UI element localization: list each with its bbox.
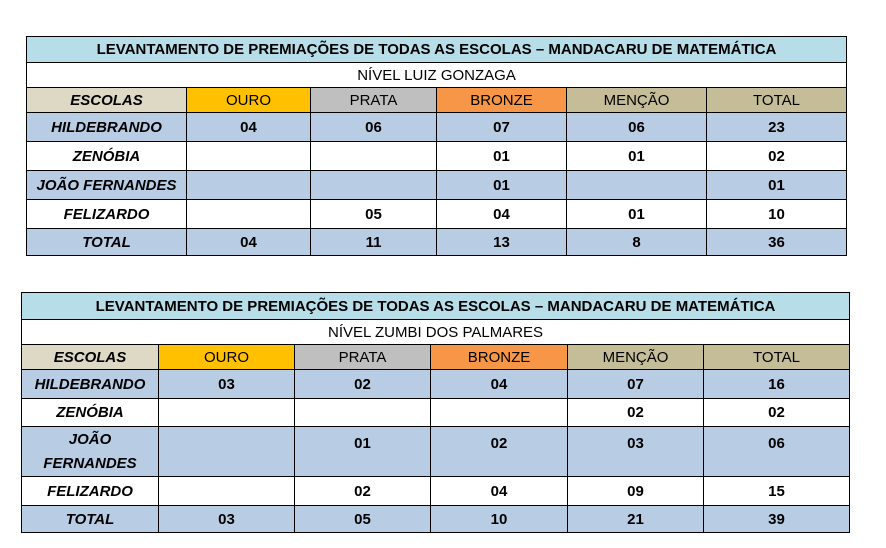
- cell-ouro: [187, 142, 311, 171]
- table-row: [22, 477, 850, 506]
- table-row: [27, 171, 847, 200]
- header-prata: PRATA: [295, 345, 431, 370]
- level-name: NÍVEL ZUMBI DOS PALMARES: [22, 320, 850, 345]
- cell-ouro: 04: [187, 229, 311, 256]
- total-label: TOTAL: [27, 229, 187, 256]
- cell-prata: [295, 399, 431, 427]
- table-title: LEVANTAMENTO DE PREMIAÇÕES DE TODAS AS ESCOLAS – MANDACARU DE MATEMÁTICA: [22, 293, 850, 320]
- cell-mencao: 8: [567, 229, 707, 256]
- school-name: HILDEBRANDO: [22, 370, 159, 399]
- cell-mencao: 03: [568, 427, 704, 477]
- header-bronze: BRONZE: [437, 88, 567, 113]
- cell-ouro: [159, 399, 295, 427]
- cell-bronze: 04: [431, 370, 568, 399]
- school-name: FELIZARDO: [27, 200, 187, 229]
- cell-ouro: 03: [159, 370, 295, 399]
- school-name: ZENÓBIA: [22, 399, 159, 427]
- cell-prata: 11: [311, 229, 437, 256]
- table-row: [27, 113, 847, 142]
- cell-ouro: 03: [159, 506, 295, 533]
- cell-mencao: 02: [568, 399, 704, 427]
- level-name: NÍVEL LUIZ GONZAGA: [27, 63, 847, 88]
- cell-mencao: 01: [567, 142, 707, 171]
- cell-bronze: 13: [437, 229, 567, 256]
- cell-mencao: 06: [567, 113, 707, 142]
- cell-total: 36: [707, 229, 847, 256]
- cell-total: 02: [704, 399, 850, 427]
- school-name-line2: FERNANDES: [43, 454, 137, 472]
- cell-mencao: 07: [568, 370, 704, 399]
- school-name: HILDEBRANDO: [27, 113, 187, 142]
- header-bronze: BRONZE: [431, 345, 568, 370]
- header-total: TOTAL: [704, 345, 850, 370]
- header-prata: PRATA: [311, 88, 437, 113]
- header-escolas: ESCOLAS: [27, 88, 187, 113]
- cell-bronze: 07: [437, 113, 567, 142]
- cell-total: 23: [707, 113, 847, 142]
- header-total: TOTAL: [707, 88, 847, 113]
- cell-total: 06: [704, 427, 850, 477]
- table-title: LEVANTAMENTO DE PREMIAÇÕES DE TODAS AS ESCOLAS – MANDACARU DE MATEMÁTICA: [27, 37, 847, 63]
- table-row-total: [27, 229, 847, 256]
- cell-ouro: [187, 171, 311, 200]
- header-mencao: MENÇÃO: [568, 345, 704, 370]
- cell-prata: [311, 171, 437, 200]
- cell-mencao: [567, 171, 707, 200]
- cell-mencao: 21: [568, 506, 704, 533]
- cell-ouro: [159, 477, 295, 506]
- cell-prata: 05: [295, 506, 431, 533]
- cell-bronze: 01: [437, 171, 567, 200]
- cell-prata: 01: [295, 427, 431, 477]
- cell-total: 16: [704, 370, 850, 399]
- header-mencao: MENÇÃO: [567, 88, 707, 113]
- header-escolas: ESCOLAS: [22, 345, 159, 370]
- school-name: FELIZARDO: [22, 477, 159, 506]
- cell-total: 39: [704, 506, 850, 533]
- table-row: [22, 427, 850, 477]
- table-row: [27, 142, 847, 171]
- cell-total: 01: [707, 171, 847, 200]
- cell-ouro: [159, 427, 295, 477]
- table-row: [27, 200, 847, 229]
- header-ouro: OURO: [187, 88, 311, 113]
- cell-mencao: 09: [568, 477, 704, 506]
- total-label: TOTAL: [22, 506, 159, 533]
- cell-ouro: [187, 200, 311, 229]
- cell-prata: [311, 142, 437, 171]
- cell-bronze: 04: [437, 200, 567, 229]
- awards-table-zumbi-dos-palmares: [21, 292, 850, 533]
- cell-bronze: 01: [437, 142, 567, 171]
- school-name: JOÃO FERNANDES: [27, 171, 187, 200]
- cell-ouro: 04: [187, 113, 311, 142]
- cell-mencao: 01: [567, 200, 707, 229]
- cell-total: 15: [704, 477, 850, 506]
- cell-bronze: 10: [431, 506, 568, 533]
- cell-prata: 06: [311, 113, 437, 142]
- cell-total: 10: [707, 200, 847, 229]
- cell-bronze: [431, 399, 568, 427]
- cell-prata: 02: [295, 370, 431, 399]
- table-row: [22, 370, 850, 399]
- cell-prata: 02: [295, 477, 431, 506]
- cell-prata: 05: [311, 200, 437, 229]
- cell-total: 02: [707, 142, 847, 171]
- header-ouro: OURO: [159, 345, 295, 370]
- school-name: [22, 427, 159, 477]
- cell-bronze: 02: [431, 427, 568, 477]
- school-name: ZENÓBIA: [27, 142, 187, 171]
- table-row-total: [22, 506, 850, 533]
- awards-table-luiz-gonzaga: [26, 36, 847, 256]
- table-row: [22, 399, 850, 427]
- cell-bronze: 04: [431, 477, 568, 506]
- school-name-line1: JOÃO: [68, 430, 112, 448]
